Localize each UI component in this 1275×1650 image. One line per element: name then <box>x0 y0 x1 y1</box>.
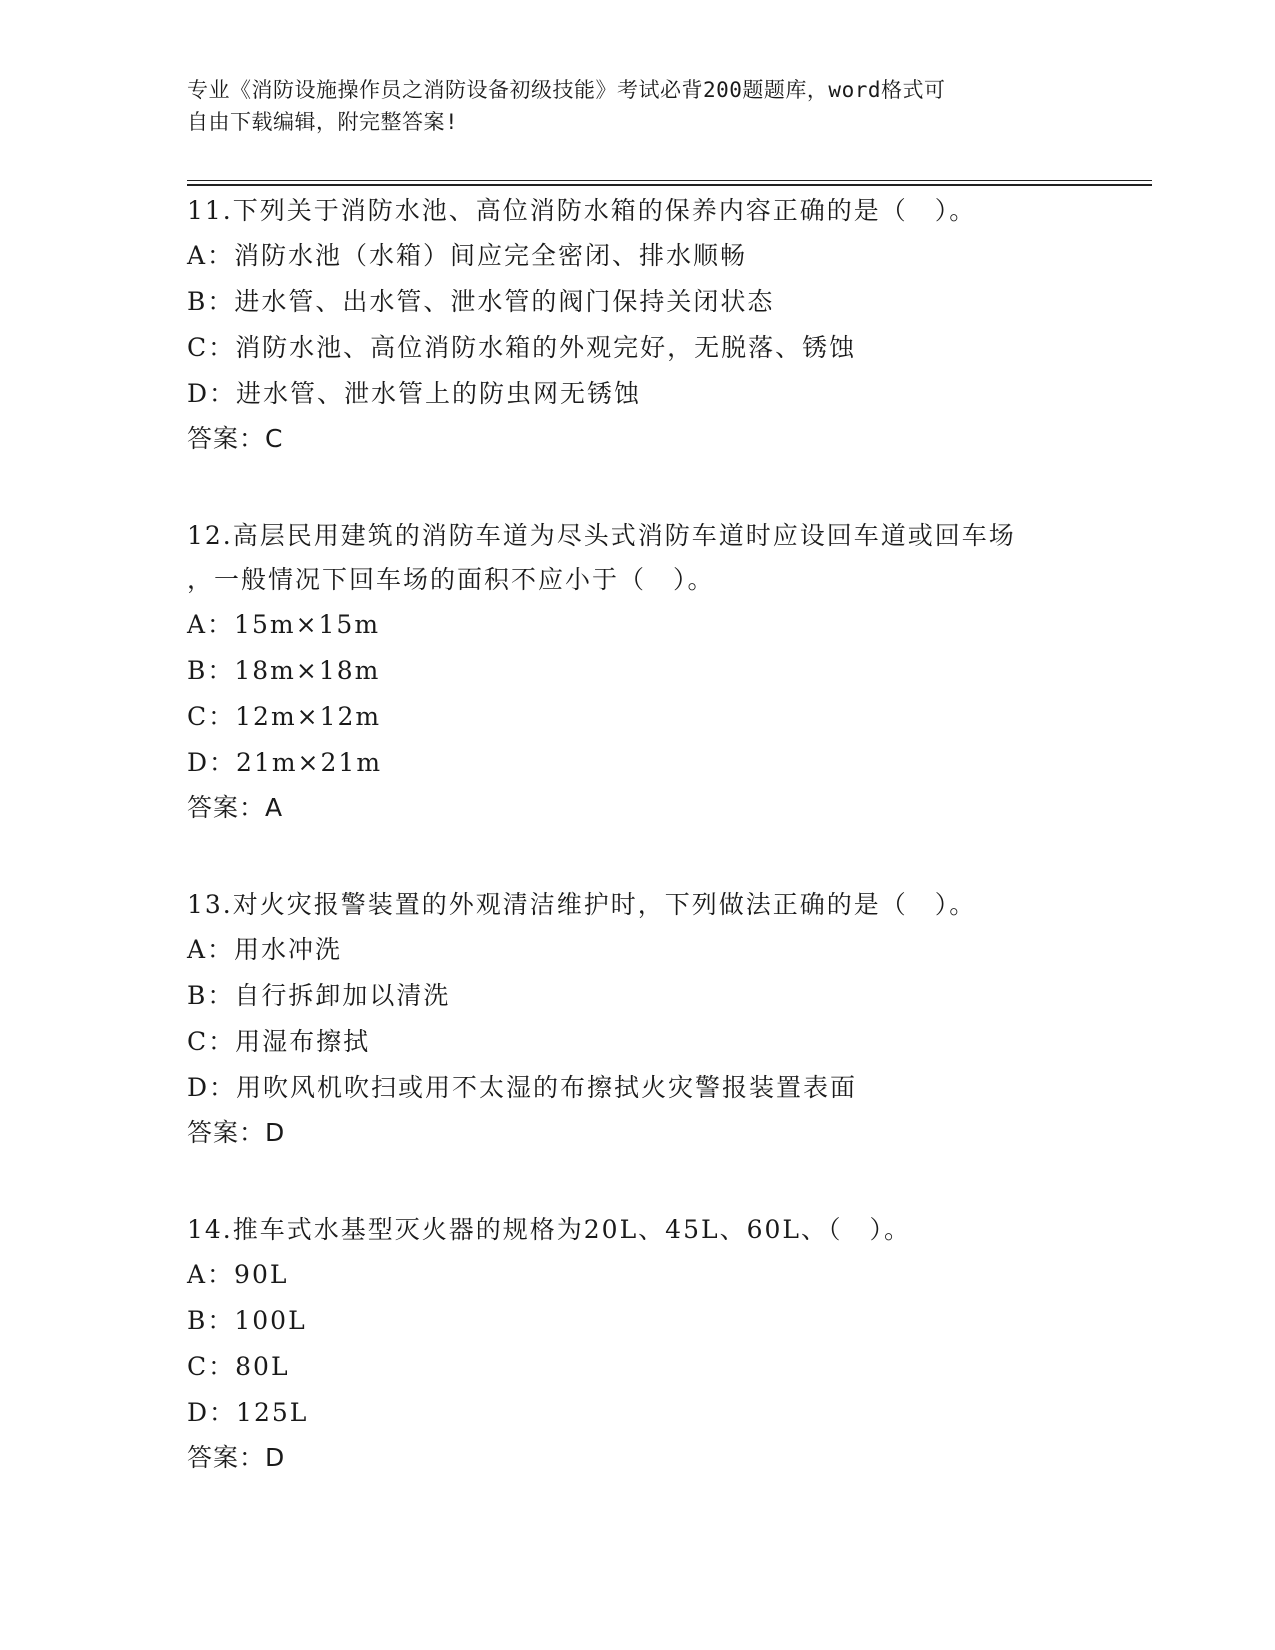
question-list <box>187 189 1147 1533</box>
option-d: D：用吹风机吹扫或用不太湿的布擦拭火灾警报装置表面 <box>187 1073 858 1102</box>
question-11 <box>187 189 1147 461</box>
header-divider-bottom <box>187 184 1152 186</box>
question-stem-line: 11.下列关于消防水池、高位消防水箱的保养内容正确的是（ ）。 <box>187 196 977 225</box>
answer-line: 答案：A <box>187 793 284 822</box>
option-d: D：进水管、泄水管上的防虫网无锈蚀 <box>187 379 642 408</box>
question-14 <box>187 1208 1147 1480</box>
question-12 <box>187 514 1147 830</box>
answer-line: 答案：D <box>187 1118 286 1147</box>
option-b: B：自行拆卸加以清洗 <box>187 981 451 1010</box>
option-a: A：90L <box>187 1260 289 1289</box>
question-stem <box>187 514 1147 602</box>
option-c: C：消防水池、高位消防水箱的外观完好，无脱落、锈蚀 <box>187 333 857 362</box>
question-stem-line: 12.高层民用建筑的消防车道为尽头式消防车道时应设回车道或回车场 <box>187 521 1016 550</box>
option-c: C：80L <box>187 1352 290 1381</box>
header-line-2: 自由下载编辑，附完整答案! <box>187 110 459 134</box>
document-header <box>187 74 1067 138</box>
option-a: A：消防水池（水箱）间应完全密闭、排水顺畅 <box>187 241 748 270</box>
option-a: A：15m×15m <box>187 610 381 639</box>
option-a: A：用水冲洗 <box>187 935 343 964</box>
option-c: C：用湿布擦拭 <box>187 1027 371 1056</box>
option-b: B：进水管、出水管、泄水管的阀门保持关闭状态 <box>187 287 775 316</box>
question-stem-line: 13.对火灾报警装置的外观清洁维护时，下列做法正确的是（ ）。 <box>187 890 977 919</box>
option-c: C：12m×12m <box>187 702 382 731</box>
question-stem <box>187 883 1147 927</box>
header-line-1: 专业《消防设施操作员之消防设备初级技能》考试必背200题题库，word格式可 <box>187 78 946 102</box>
header-divider-top <box>187 180 1152 181</box>
question-13 <box>187 883 1147 1155</box>
question-stem <box>187 1208 1147 1252</box>
option-b: B：100L <box>187 1306 307 1335</box>
question-stem-line: 14.推车式水基型灭火器的规格为20L、45L、60L、（ ）。 <box>187 1215 911 1244</box>
answer-line: 答案：D <box>187 1443 286 1472</box>
question-stem-line: ，一般情况下回车场的面积不应小于（ ）。 <box>187 565 715 594</box>
option-d: D：21m×21m <box>187 748 383 777</box>
question-stem <box>187 189 1147 233</box>
option-b: B：18m×18m <box>187 656 381 685</box>
option-d: D：125L <box>187 1398 309 1427</box>
answer-line: 答案：C <box>187 424 284 453</box>
